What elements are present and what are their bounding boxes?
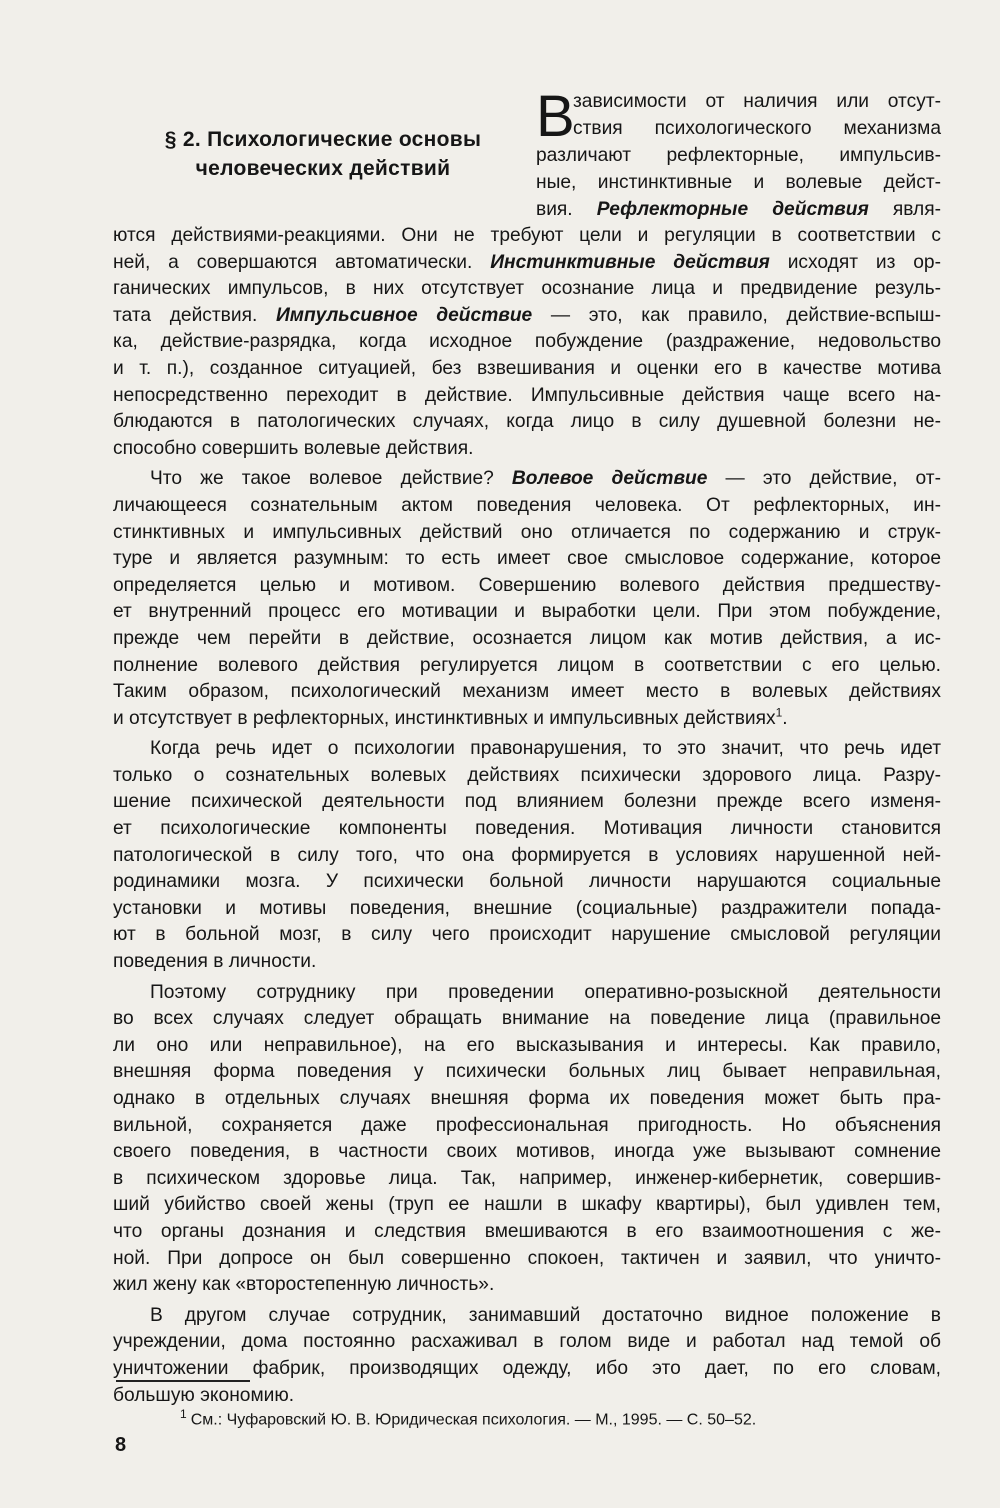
text-line: ные, инстинктивные и волевые дейст- bbox=[536, 172, 941, 193]
text-span: Что же такое волевое действие? bbox=[150, 468, 494, 490]
paragraph-4 bbox=[113, 980, 941, 1299]
text-line: полнение волевого действия регулируется лицом в соответствии с его целью. bbox=[113, 654, 941, 676]
text-line: ются действиями-реакциями. Они не требуют цели и регуляции в соответствии с bbox=[113, 225, 941, 246]
text-line: большую экономию. bbox=[113, 1384, 295, 1406]
text-line: ший убийство своей жены (труп ее нашли в шкафу квартиры), был удивлен тем, bbox=[113, 1194, 941, 1216]
text-span: исходят из ор- bbox=[787, 251, 941, 273]
footnote-text: См.: Чуфаровский Ю. В. Юридическая психология. — М., 1995. — С. 50–52. bbox=[190, 1411, 757, 1429]
text-line: способно совершить волевые действия. bbox=[113, 437, 474, 459]
text-line: жил жену как «второстепенную личность». bbox=[113, 1274, 495, 1296]
paragraph-1 bbox=[113, 223, 941, 462]
text-line: однако в отдельных случаях внешняя форма их поведения может быть пра- bbox=[113, 1088, 941, 1109]
footnote-reference: 1 bbox=[775, 705, 783, 720]
intro-paragraph bbox=[536, 84, 941, 223]
text-line: и т. п.), созданное ситуацией, без взвешивания и оценки его в качестве мотива bbox=[113, 357, 941, 379]
heading-line-1: § 2. Психологические основы bbox=[164, 128, 482, 151]
section-opening bbox=[113, 84, 941, 220]
section-heading bbox=[123, 125, 523, 183]
text-span: явля- bbox=[892, 199, 941, 220]
text-span: ней, а совершаются автоматически. bbox=[113, 251, 473, 273]
text-line: различают рефлекторные, импульсив- bbox=[536, 145, 941, 166]
footnote-number: 1 bbox=[180, 1407, 187, 1421]
paragraph-3 bbox=[113, 736, 941, 975]
text-line: что органы дознания и следствия вмешиваются в его взаимоотношения с же- bbox=[113, 1220, 941, 1242]
text-line: прежде чем перейти в действие, осознается лицом как мотив действия, а ис- bbox=[113, 627, 941, 649]
footnote bbox=[180, 1403, 756, 1431]
text-line bbox=[113, 303, 941, 330]
text-span: — это действие, от- bbox=[725, 468, 941, 490]
text-line: только о сознательных волевых действиях психически здорового лица. Разру- bbox=[113, 764, 941, 786]
text-line bbox=[113, 706, 941, 733]
text-line: Когда речь идет о психологии правонарушения, то это значит, что речь идет bbox=[150, 738, 941, 760]
text-line bbox=[113, 250, 941, 277]
text-line: поведения в личности. bbox=[113, 951, 317, 973]
text-line: шение психической деятельности под влиянием болезни прежде всего изменя- bbox=[113, 791, 941, 813]
text-line bbox=[113, 466, 941, 493]
term-reflex-actions: Рефлекторные действия bbox=[596, 199, 869, 220]
term-volitional-action: Волевое действие bbox=[511, 468, 708, 490]
text-line: определяется целью и мотивом. Совершению волевого действия предшеству- bbox=[113, 574, 941, 596]
text-line: во всех случаях следует обращать внимание на поведение лица (правильное bbox=[113, 1008, 941, 1030]
text-line: блюдаются в патологических случаях, когда лицо в силу душевной болезни не- bbox=[113, 411, 941, 433]
text-line: установки и мотивы поведения, внешние (социальные) раздражители попада- bbox=[113, 897, 941, 919]
term-instinctive-actions: Инстинктивные действия bbox=[490, 251, 770, 273]
text-line: ет внутренний процесс его мотивации и выработки цели. При этом побуждение, bbox=[113, 601, 941, 623]
text-line: туре и является разумным: то есть имеет свое смысловое содержание, которое bbox=[113, 548, 941, 570]
text-line: внешняя форма поведения у психически больных лиц бывает неправильная, bbox=[113, 1061, 941, 1083]
text-line: зависимости от наличия или отсут- bbox=[573, 91, 941, 112]
text-span: тата действия. bbox=[113, 304, 258, 326]
text-span: . bbox=[782, 707, 788, 729]
heading-line-2: человеческих действий bbox=[195, 157, 451, 180]
term-impulsive-action: Импульсивное действие bbox=[275, 304, 533, 326]
footnote-divider bbox=[116, 1380, 250, 1382]
text-line bbox=[536, 196, 941, 223]
paragraph-5 bbox=[113, 1303, 941, 1409]
text-line: ют в больной мозг, в силу чего происходит нарушение смысловой регуляции bbox=[113, 924, 941, 946]
text-line: ганических импульсов, в них отсутствует осознание лица и предвидение резуль- bbox=[113, 278, 941, 300]
text-line: патологической в силу того, что она формируется в условиях нарушенной ней- bbox=[113, 844, 941, 866]
text-line: Таким образом, психологический механизм имеет место в волевых действиях bbox=[113, 681, 941, 703]
text-line: Поэтому сотруднику при проведении оперативно-розыскной деятельности bbox=[150, 981, 941, 1003]
text-line: непосредственно переходит в действие. Импульсивные действия чаще всего на- bbox=[113, 384, 941, 406]
text-line: В другом случае сотрудник, занимавший достаточно видное положение в bbox=[150, 1304, 941, 1326]
text-line: ствия психологического механизма bbox=[573, 118, 941, 139]
text-span: — это, как правило, действие-вспыш- bbox=[550, 304, 941, 326]
body-text bbox=[113, 223, 941, 1409]
page-number: 8 bbox=[115, 1434, 127, 1456]
text-line: стинктивных и импульсивных действий оно отличается по содержанию и струк- bbox=[113, 521, 941, 543]
text-line: родинамики мозга. У психически больной личности нарушаются социальные bbox=[113, 871, 941, 893]
text-line: своего поведения, в частности своих мотивов, иногда уже вызывают сомнение bbox=[113, 1141, 941, 1163]
text-line: учреждении, дома постоянно расхаживал в голом виде и работал над темой об bbox=[113, 1331, 941, 1353]
text-line: ли оно или неправильное), на его высказывания и интересы. Как правило, bbox=[113, 1034, 941, 1056]
drop-cap: В bbox=[536, 84, 575, 149]
text-line: в психическом здоровье лица. Так, например, инженер-кибернетик, совершив- bbox=[113, 1167, 941, 1189]
text-line: ет психологические компоненты поведения. Мотивация личности становится bbox=[113, 818, 941, 840]
paragraph-2 bbox=[113, 466, 941, 732]
text-span: и отсутствует в рефлекторных, инстинктивных и импульсивных действиях bbox=[113, 707, 776, 729]
text-line: ной. При допросе он был совершенно спокоен, тактичен и заявил, что уничто- bbox=[113, 1247, 941, 1269]
text-line: ка, действие-разрядка, когда исходное побуждение (раздражение, недовольство bbox=[113, 331, 941, 353]
text-line: вильной, сохраняется даже профессиональная пригодность. Но объяснения bbox=[113, 1114, 941, 1136]
text-span: вия. bbox=[536, 199, 573, 220]
text-line: уничтожении фабрик, производящих одежду, ибо это дает, по его словам, bbox=[113, 1357, 941, 1379]
text-line: личающееся сознательным актом поведения человека. От рефлекторных, ин- bbox=[113, 494, 941, 516]
